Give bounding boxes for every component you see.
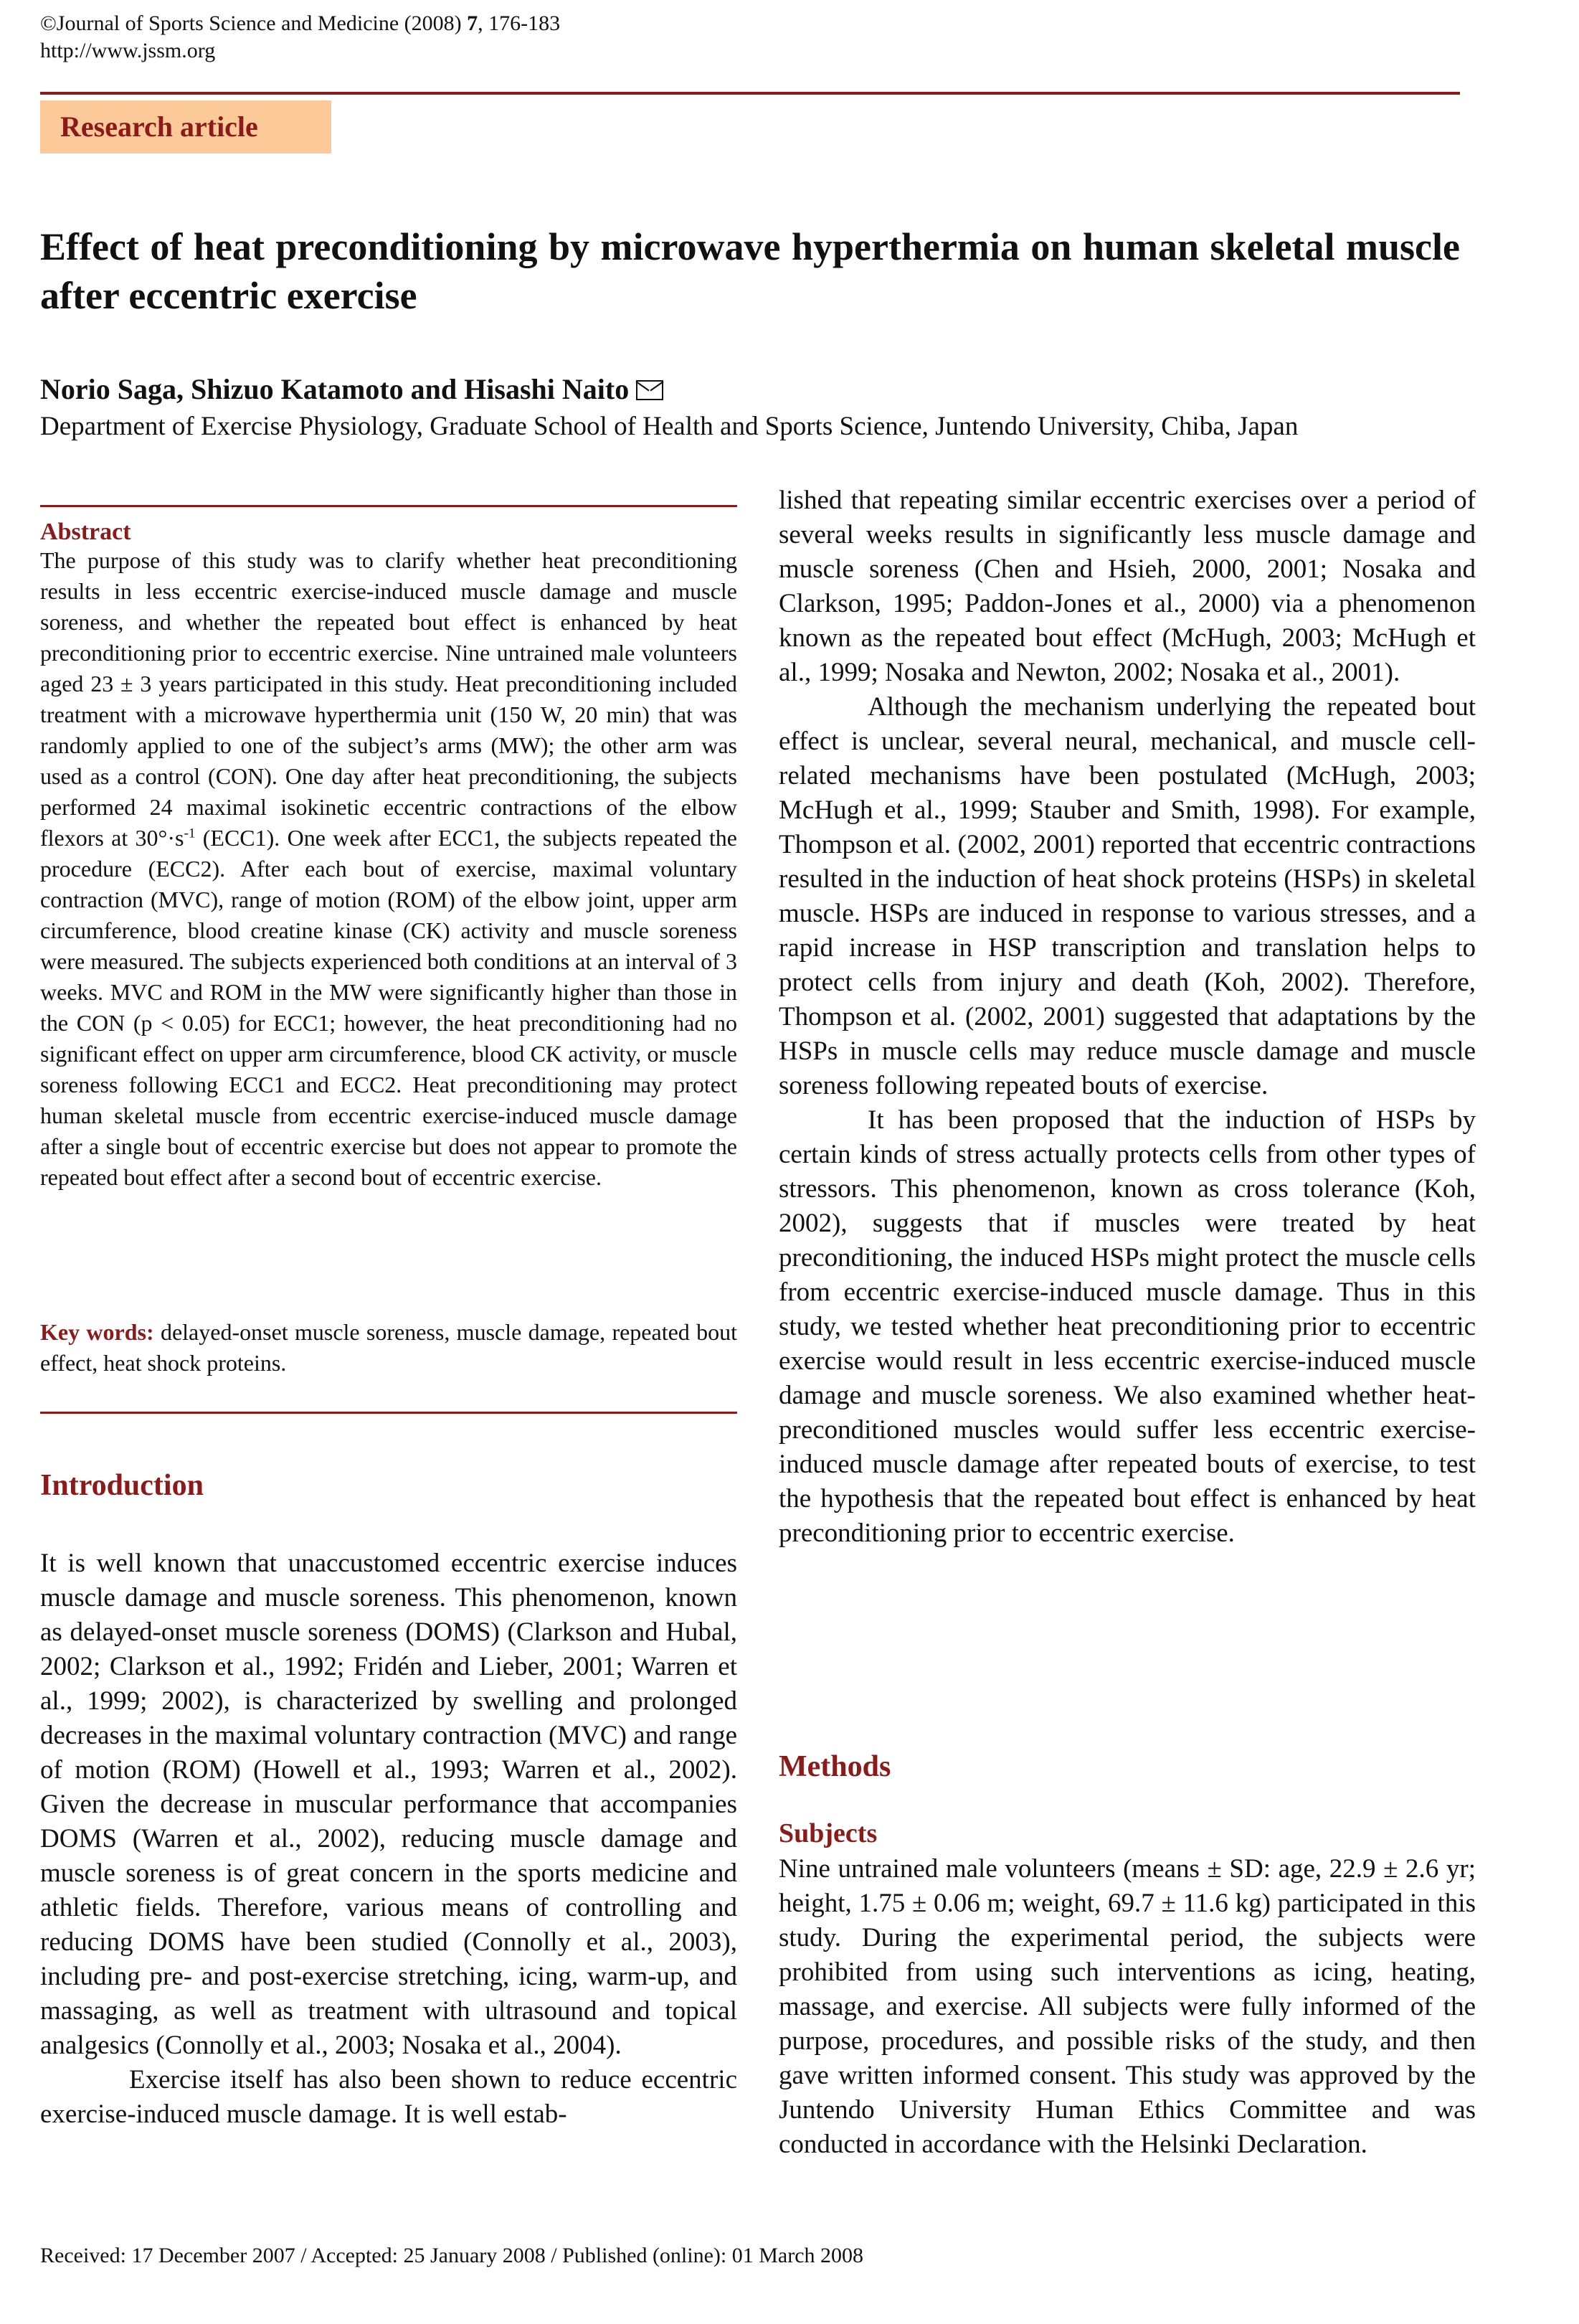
volume-number: 7 bbox=[467, 11, 478, 35]
journal-citation: ©Journal of Sports Science and Medicine (2008) 7, 176-183 bbox=[40, 11, 561, 35]
methods-body bbox=[779, 1852, 1476, 2162]
abstract-heading: Abstract bbox=[40, 519, 131, 545]
intro-paragraph-2-cont: lished that repeating similar eccentric exercises over a period of several weeks results in significantly less muscle damage and muscle soreness (Chen and Hsieh, 2000, 2001; Nosaka and Clarkson, 1995; Paddon-Jones et al., 2000) via a phenomenon known as the repeated bout effect (McHugh, 2003; McHugh et al., 1999; Nosaka and Newton, 2002; Nosaka et al., 2001). bbox=[779, 486, 1476, 687]
journal-url[interactable]: http://www.jssm.org bbox=[40, 39, 216, 62]
methods-heading: Methods bbox=[779, 1750, 891, 1783]
article-title: Effect of heat preconditioning by microwave hyperthermia on human skeletal muscle after eccentric exercise bbox=[40, 225, 1460, 317]
abstract-text: The purpose of this study was to clarify whether heat preconditioning results in less eccentric exercise-induced muscle damage and muscle soreness, and whether the repeated bout effect is enhanced by heat preconditioning prior to eccentric exercise. Nine untrained male volunteers aged 23 ± 3 years participated in this study. Heat preconditioning included treatment with a microwave hyperthermia unit (150 W, 20 min) that was randomly applied to one of the subject’s arms (MW); the other arm was used as a control (CON). One day after heat preconditioning, the subjects performed 24 maximal isokinetic eccentric contractions of the elbow flexors at $30^\circ\cdot s^{-1}$ (ECC1). One week after ECC1, the subjects repeated the procedure (ECC2). After each bout of exercise, maximal voluntary contraction (MVC), range of motion (ROM) of the elbow joint, upper arm circumference, blood creatine kinase (CK) activity and muscle soreness were measured. The subjects experienced both conditions at an interval of 3 weeks. MVC and ROM in the MW were significantly higher than those in the CON (p < 0.05) for ECC1; however, the heat preconditioning had no significant effect on upper arm circumference, blood CK activity, or muscle soreness following ECC1 and ECC2. Heat preconditioning may protect human skeletal muscle from eccentric exercise-induced muscle damage after a single bout of eccentric exercise but does not appear to promote the repeated bout effect after a second bout of eccentric exercise. bbox=[40, 547, 738, 1190]
header-rule bbox=[40, 92, 1460, 95]
intro-paragraph-2-start: Exercise itself has also been shown to reduce eccentric exercise-induced muscle damage. It is well estab- bbox=[40, 2065, 737, 2129]
abstract-top-rule bbox=[40, 505, 737, 507]
article-type-badge: Research article bbox=[40, 100, 331, 153]
subjects-paragraph: Nine untrained male volunteers (means ± SD: age, 22.9 ± 2.6 yr; height, 1.75 ± 0.06 m; weight, 69.7 ± 11.6 kg) participated in this study. During the experimental period, the subjects were prohibited from using such interventions as icing, heating, massage, and exercise. All subjects were fully informed of the purpose, procedures, and possible risks of the study, and then gave written informed consent. This study was approved by the Juntendo University Human Ethics Committee and was conducted in accordance with the Helsinki Declaration. bbox=[779, 1854, 1476, 2159]
intro-paragraph-4: It has been proposed that the induction of HSPs by certain kinds of stress actually protects cells from other types of stressors. This phenomenon, known as cross tolerance (Koh, 2002), suggests that if muscles were treated by heat preconditioning, the induced HSPs might protect the muscle cells from eccentric exercise-induced muscle damage. Thus in this study, we tested whether heat preconditioning prior to eccentric exercise would result in less eccentric exercise-induced muscle damage and muscle soreness. We also examined whether heat-preconditioned muscles would suffer less eccentric exercise-induced muscle damage after repeated bouts of exercise, to test the hypothesis that the repeated bout effect is enhanced by heat preconditioning prior to eccentric exercise. bbox=[779, 1105, 1476, 1548]
intro-paragraph-1: It is well known that unaccustomed eccentric exercise induces muscle damage and muscle soreness. This phenomenon, known as delayed-onset muscle soreness (DOMS) (Clarkson and Hubal, 2002; Clarkson et al., 1992; Fridén and Lieber, 2001; Warren et al., 1999; 2002), is characterized by swelling and prolonged decreases in the maximal voluntary contraction (MVC) and range of motion (ROM) (Howell et al., 1993; Warren et al., 2002). Given the decrease in muscular performance that accompanies DOMS (Warren et al., 2002), reducing muscle damage and muscle soreness is of great concern in the sports medicine and athletic fields. Therefore, various means of controlling and reducing DOMS have been studied (Connolly et al., 2003), including pre- and post-exercise stretching, icing, warm-up, and massaging, as well as treatment with ultrasound and topical analgesics (Connolly et al., 2003; Nosaka et al., 2004). bbox=[40, 1549, 737, 2060]
introduction-heading: Introduction bbox=[40, 1469, 204, 1502]
affiliation: Department of Exercise Physiology, Graduate School of Health and Sports Science, Juntendo University, Chiba, Japan bbox=[40, 412, 1299, 441]
publication-dates: Received: 17 December 2007 / Accepted: 25 January 2008 / Published (online): 01 March 2008 bbox=[40, 2244, 864, 2267]
abstract-bottom-rule bbox=[40, 1412, 737, 1414]
subjects-subheading: Subjects bbox=[779, 1818, 878, 1848]
envelope-icon[interactable] bbox=[636, 380, 663, 400]
intro-paragraph-3: Although the mechanism underlying the repeated bout effect is unclear, several neural, mechanical, and muscle cell-related mechanisms have been postulated (McHugh, 2003; McHugh et al., 1999; Stauber and Smith, 1998). For example, Thompson et al. (2002, 2001) reported that eccentric contractions resulted in the induction of heat shock proteins (HSPs) in skeletal muscle. HSPs are induced in response to various stresses, and a rapid increase in HSP transcription and translation helps to protect cells from injury and death (Koh, 2002). Therefore, Thompson et al. (2002, 2001) suggested that adaptations by the HSPs in muscle cells may reduce muscle damage and muscle soreness following repeated bouts of exercise. bbox=[779, 692, 1476, 1100]
left-column-body bbox=[40, 1546, 737, 2132]
right-column-body bbox=[779, 483, 1476, 1551]
keywords-label: Key words: bbox=[40, 1319, 154, 1345]
authors: Norio Saga, Shizuo Katamoto and Hisashi Naito bbox=[40, 370, 663, 409]
keywords: Key words: delayed-onset muscle soreness, muscle damage, repeated bout effect, heat shock proteins. bbox=[40, 1319, 738, 1376]
